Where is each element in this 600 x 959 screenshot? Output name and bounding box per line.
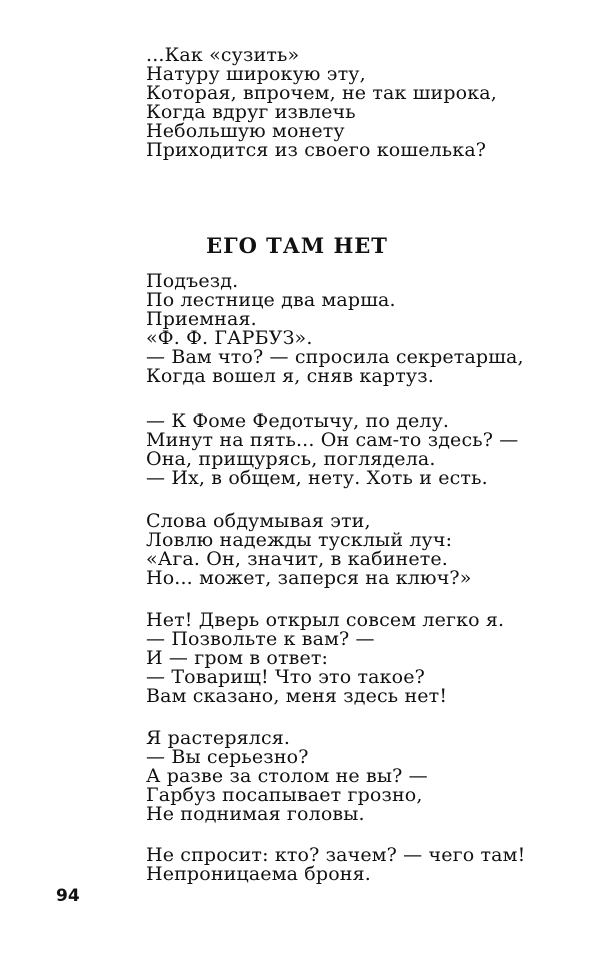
verse-line: Приемная.: [146, 308, 257, 330]
verse-line: Когда вошел я, сняв картуз.: [146, 365, 434, 387]
verse-line: Ловлю надежды тусклый луч:: [146, 529, 453, 551]
stanza-1: [146, 272, 524, 386]
verse-line: Вам сказано, меня здесь нет!: [146, 685, 448, 707]
verse-line: Слова обдумывая эти,: [146, 510, 371, 532]
poem-fragment: [146, 46, 497, 160]
verse-line: — Вам что? — спросила секретарша,: [146, 346, 524, 368]
stanza-5: [146, 729, 428, 824]
verse-line: Приходится из своего кошелька?: [146, 139, 487, 161]
poem-title: ЕГО ТАМ НЕТ: [206, 233, 388, 258]
verse-line: Подъезд.: [146, 270, 239, 292]
verse-line: — Вы серьезно?: [146, 746, 309, 768]
verse-line: Натуру широкую эту,: [146, 63, 366, 85]
verse-line: — Их, в общем, нету. Хоть и есть.: [146, 467, 488, 489]
verse-line: Минут на пять... Он сам-то здесь? —: [146, 429, 519, 451]
stanza-6: [146, 846, 525, 884]
verse-line: Непроницаема броня.: [146, 863, 371, 885]
verse-line: Нет! Дверь открыл совсем легко я.: [146, 609, 505, 631]
verse-line: Я растерялся.: [146, 727, 291, 749]
verse-line: Но... может, заперся на ключ?»: [146, 567, 472, 589]
verse-line: — Товарищ! Что это такое?: [146, 666, 425, 688]
verse-line: «Ф. Ф. ГАРБУЗ».: [146, 327, 313, 349]
verse-line: Она, прищурясь, поглядела.: [146, 448, 436, 470]
verse-line: — К Фоме Федотычу, по делу.: [146, 410, 450, 432]
verse-line: Гарбуз посапывает грозно,: [146, 784, 423, 806]
poem-title-wrapper: [0, 233, 600, 258]
stanza-3: [146, 512, 472, 588]
verse-line: «Ага. Он, значит, в кабинете.: [146, 548, 448, 570]
verse-line: Когда вдруг извлечь: [146, 101, 356, 123]
verse-line: Не поднимая головы.: [146, 803, 365, 825]
stanza-2: [146, 412, 518, 488]
verse-line: Небольшую монету: [146, 120, 345, 142]
verse-line: ...Как «сузить»: [146, 44, 300, 66]
verse-line: И — гром в ответ:: [146, 647, 329, 669]
verse-line: А разве за столом не вы? —: [146, 765, 428, 787]
verse-line: — Позвольте к вам? —: [146, 628, 375, 650]
verse-line: Не спросит: кто? зачем? — чего там!: [146, 844, 526, 866]
verse-line: По лестнице два марша.: [146, 289, 396, 311]
stanza-4: [146, 611, 504, 706]
verse-line: Которая, впрочем, не так широка,: [146, 82, 497, 104]
page-number: 94: [56, 886, 80, 906]
